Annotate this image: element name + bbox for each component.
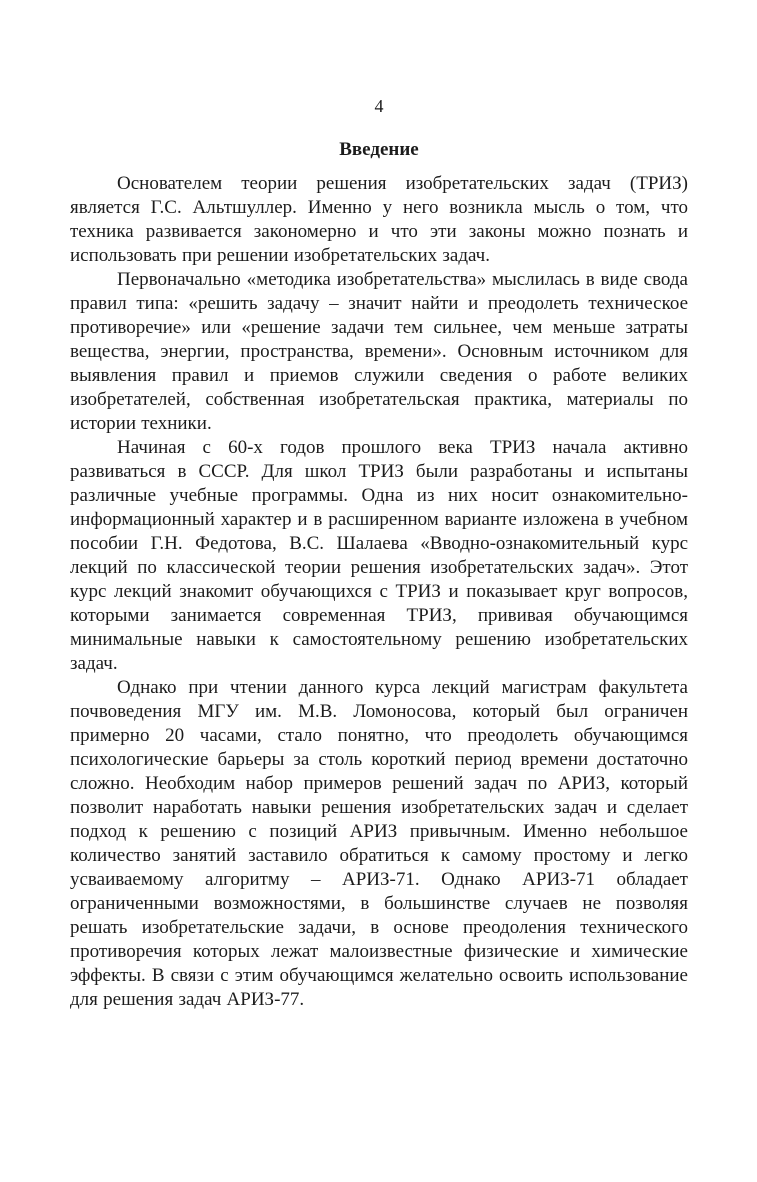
document-page — [70, 94, 688, 1012]
paragraph-1: Основателем теории решения изобретательских задач (ТРИЗ) является Г.С. Альтшуллер. Именно у него возникла мысль о том, что техника развивается закономерно и что эти законы можно познать и использовать при решении изобретательских задач. — [70, 173, 688, 266]
section-heading: Введение — [339, 139, 419, 160]
paragraph-4: Однако при чтении данного курса лекций магистрам факультета почвоведения МГУ им. М.В. Ломоносова, который был ограничен примерно 20 часами, стало понятно, что преодолеть обучающимся психологические барьеры за столь короткий период времени достаточно сложно. Необходим набор примеров решений задач по АРИЗ, который позволит наработать навыки решения изобретательских задач и сделает подход к решению с позиций АРИЗ привычным. Именно небольшое количество занятий заставило обратиться к самому простому и легко усваиваемому алгоритму – АРИЗ-71. Однако АРИЗ-71 обладает ограниченными возможностями, в большинстве случаев не позволяя решать изобретательские задачи, в основе преодоления технического противоречия которых лежат малоизвестные физические и химические эффекты. В связи с этим обучающимся желательно освоить использование для решения задач АРИЗ-77. — [70, 677, 688, 1010]
paragraph-2: Первоначально «методика изобретательства» мыслилась в виде свода правил типа: «решить задачу – значит найти и преодолеть техническое противоречие» или «решение задачи тем сильнее, чем меньше затраты вещества, энергии, пространства, времени». Основным источником для выявления правил и приемов служили сведения о работе великих изобретателей, собственная изобретательская практика, материалы по истории техники. — [70, 269, 688, 434]
paragraph-3: Начиная с 60-х годов прошлого века ТРИЗ начала активно развиваться в СССР. Для школ ТРИЗ были разработаны и испытаны различные учебные программы. Одна из них носит ознакомительно-информационный характер и в расширенном варианте изложена в учебном пособии Г.Н. Федотова, В.С. Шалаева «Вводно-ознакомительный курс лекций по классической теории решения изобретательских задач». Этот курс лекций знакомит обучающихся с ТРИЗ и показывает круг вопросов, которыми занимается современная ТРИЗ, прививая обучающимся минимальные навыки к самостоятельному решению изобретательских задач. — [70, 437, 688, 674]
page-number: 4 — [374, 96, 384, 116]
